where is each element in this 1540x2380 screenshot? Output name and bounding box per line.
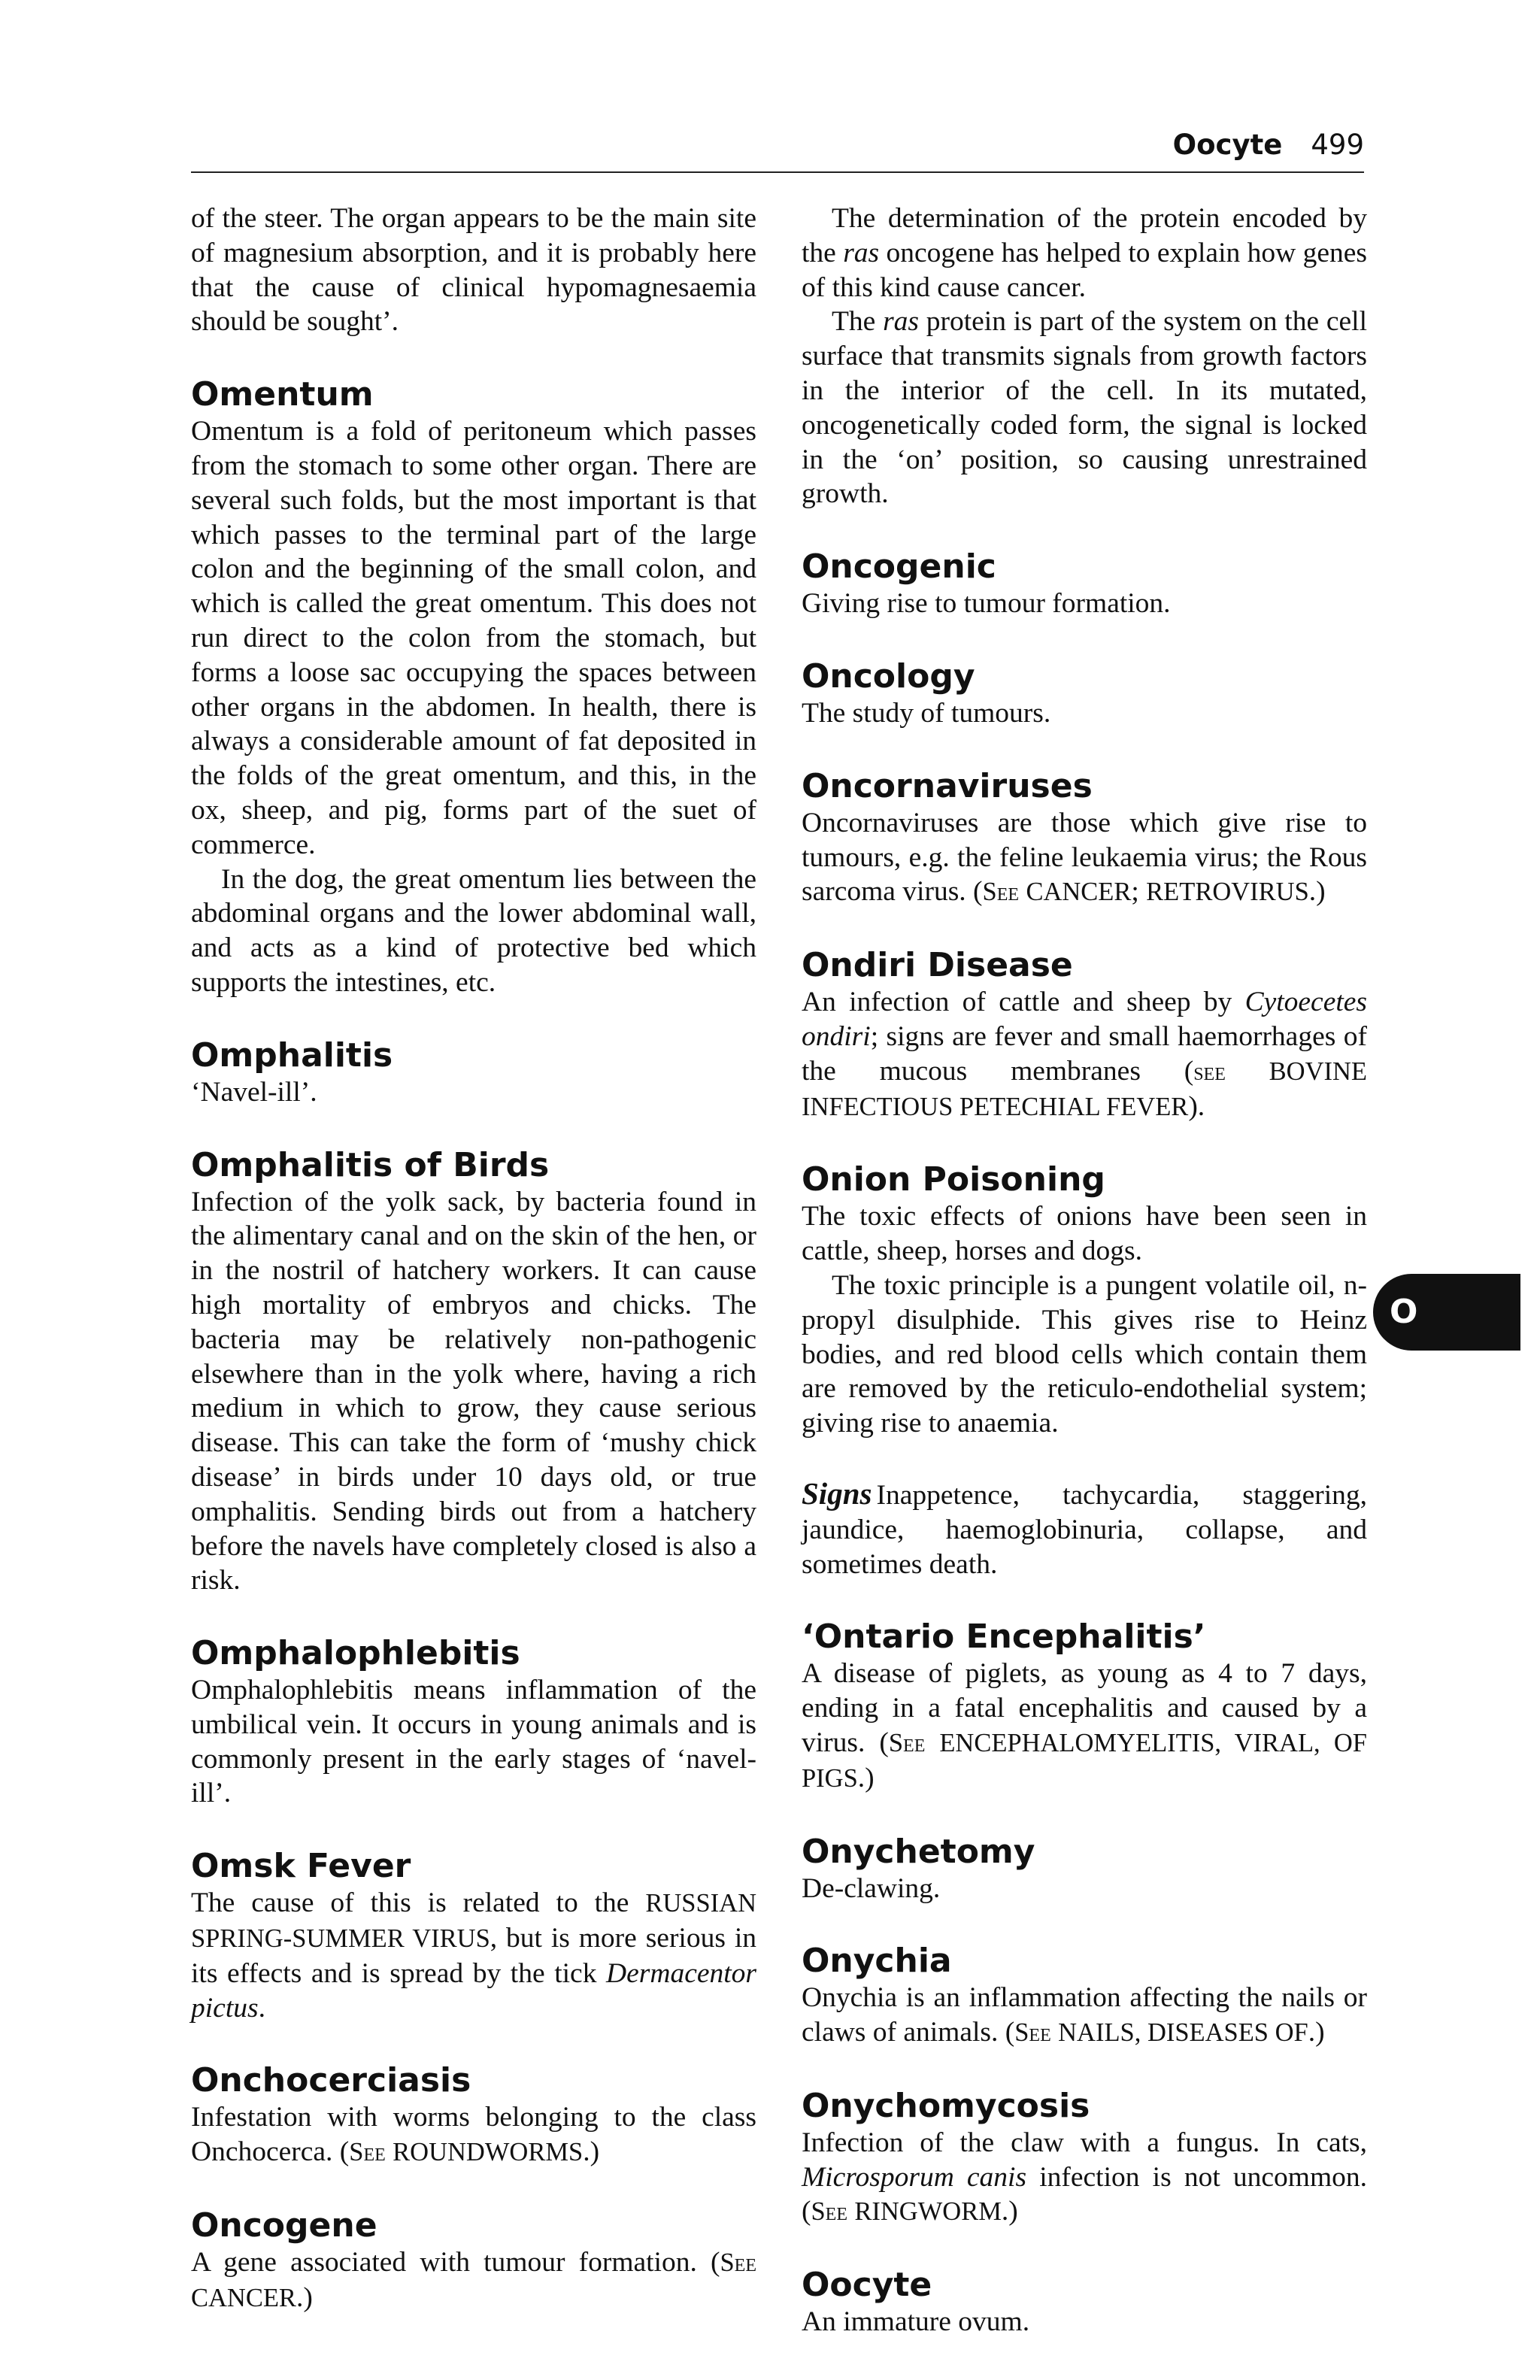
entry-text-oocyte: An immature ovum. — [802, 2306, 1030, 2338]
continued-text-ras-1 — [802, 202, 1367, 305]
entry-heading-onychia: Onychia — [802, 1942, 952, 1981]
entry-heading-omphalitis-birds: Omphalitis of Birds — [191, 1145, 550, 1184]
text-run: .) — [1308, 2017, 1325, 2048]
entry-text-omphalophlebitis: Omphalophlebitis means inflammation of the umbilical vein. It occurs in young animals and is commonly present in the early stages of ‘navel-ill’. — [191, 1675, 756, 1809]
continued-text: of the steer. The organ appears to be the main site of magnesium absorption, and it is probably here that the cause of clinical hypomagnesaemia should be sought’. — [191, 203, 756, 338]
text-run: Onychia is an inflammation affecting the nails or claws of animals. ( — [802, 1982, 1367, 2048]
species-name: Dermacentor pictus — [191, 1957, 756, 2024]
running-head-word: Oocyte — [1172, 129, 1283, 161]
text-run: .) — [857, 1762, 875, 1793]
entry-text-omsk-fever — [191, 1886, 756, 2025]
text-run: The determination of the protein encoded by the — [802, 203, 1367, 268]
left-column — [191, 202, 756, 2316]
cross-reference-link[interactable]: RUSSIAN SPRING-SUMMER VIRUS — [191, 1889, 756, 1954]
entry-heading-omphalophlebitis: Omphalophlebitis — [191, 1634, 520, 1673]
entry-heading-oncology: Oncology — [802, 656, 975, 696]
entry-text-signs — [802, 1477, 1367, 1581]
text-run: A gene associated with tumour formation. ( — [191, 2247, 720, 2278]
entry-heading-onychomycosis: Onychomycosis — [802, 2086, 1090, 2125]
entry-heading-onychetomy: Onychetomy — [802, 1832, 1035, 1871]
entry-heading-omentum: Omentum — [191, 375, 374, 414]
text-run: Inappetence, tachycardia, staggering, jaundice, haemoglobinuria, collapse, and sometimes death. — [802, 1479, 1367, 1580]
text-run: infection is not uncommon. ( — [802, 2161, 1367, 2227]
text-run: protein is part of the system on the cell surface that transmits signals from growth factors in the interior of the cell. In its mutated, oncogenetically coded form, the signal is locked in the ‘on’ position, so causing unrestrained growth. — [802, 306, 1367, 510]
cross-reference-link[interactable]: CANCER — [191, 2283, 296, 2312]
text-run: ; signs are fever and small haemorrhages of the mucous membranes ( — [802, 1020, 1367, 1087]
entry-heading-ondiri-disease: Ondiri Disease — [802, 946, 1073, 985]
entry-text-onychia — [802, 1981, 1367, 2051]
entry-text-omphalitis-birds: Infection of the yolk sack, by bacteria found in the alimentary canal and on the skin of the hen, or in the nostril of hatchery workers. It can cause high mortality of embryos and chicks. The bacteria may be relatively non-pathogenic elsewhere than in the yolk where, having a rich medium in which to grow, they cause serious disease. This can take the form of ‘mushy chick disease’ in birds under 10 days old, or true omphalitis. Sending birds out from a hatchery before the navels have completely closed is also a risk. — [191, 1186, 756, 1596]
entry-text-onion-poisoning-2: The toxic principle is a pungent volatile oil, n-propyl disulphide. This gives rise to Heinz bodies, and red blood cells which contain them are removed by the reticulo-endothelial system; giving rise to anaemia. — [802, 1269, 1367, 1439]
gene-name: ras — [883, 306, 919, 338]
cross-reference-link[interactable]: RINGWORM — [854, 2197, 1002, 2227]
page-number: 499 — [1311, 129, 1364, 161]
cross-reference-link[interactable]: BOVINE INFECTIOUS PETECHIAL FEVER — [802, 1057, 1367, 1121]
entry-heading-onion-poisoning: Onion Poisoning — [802, 1160, 1105, 1199]
see-label: See — [349, 2138, 386, 2167]
entry-text-onchocerciasis — [191, 2100, 756, 2170]
see-label: See — [811, 2197, 848, 2227]
see-label: See — [720, 2248, 756, 2278]
section-thumb-tab — [1373, 1274, 1520, 1351]
cross-reference-link[interactable]: NAILS, DISEASES OF — [1058, 2018, 1308, 2048]
entry-text-oncogene — [191, 2245, 756, 2316]
section-letter: O — [1390, 1293, 1418, 1331]
text-run: Infection of the claw with a fungus. In cats, — [802, 2127, 1367, 2158]
species-name: Microsporum canis — [802, 2161, 1027, 2193]
signs-subheading: Signs — [802, 1475, 872, 1511]
text-run: oncogene has helped to explain how genes of this kind cause cancer. — [802, 237, 1367, 303]
gene-name: ras — [843, 237, 880, 268]
see-label: See — [982, 878, 1020, 907]
entry-text-onychetomy: De-clawing. — [802, 1872, 941, 1904]
entry-heading-ontario-encephalitis: ‘Ontario Encephalitis’ — [802, 1617, 1206, 1657]
entry-text-omphalitis: ‘Navel-ill’. — [191, 1076, 317, 1108]
text-run: , but is more serious in its effects and is spread by the tick — [191, 1923, 756, 1989]
entry-heading-onchocerciasis: Onchocerciasis — [191, 2061, 471, 2100]
see-label: See — [888, 1728, 926, 1757]
text-run: The — [832, 306, 884, 338]
running-header — [191, 126, 1364, 173]
entry-text-onychomycosis — [802, 2126, 1367, 2230]
text-run: ; — [1131, 876, 1147, 908]
text-run: . — [258, 1992, 265, 2024]
text-run: An infection of cattle and sheep by — [802, 987, 1245, 1018]
text-run: A disease of piglets, as young as 4 to 7 days, ending in a fatal encephalitis and caused by a virus. ( — [802, 1658, 1367, 1758]
see-label: See — [1014, 2018, 1051, 2048]
cross-reference-link[interactable]: ROUNDWORMS — [393, 2138, 584, 2167]
entry-heading-omphalitis: Omphalitis — [191, 1035, 393, 1075]
text-run: Oncornaviruses are those which give rise to tumours, e.g. the feline leukaemia virus; the Rous sarcoma virus. ( — [802, 807, 1367, 908]
see-label: see — [1193, 1057, 1226, 1086]
species-name: Cytoecetes ondiri — [802, 987, 1367, 1052]
entry-text-ondiri-disease — [802, 985, 1367, 1124]
continued-text-ras-2 — [802, 305, 1367, 511]
entry-heading-oncogene: Oncogene — [191, 2206, 377, 2245]
text-run: ). — [1188, 1090, 1205, 1122]
entry-heading-omsk-fever: Omsk Fever — [191, 1847, 411, 1886]
entry-heading-oocyte: Oocyte — [802, 2266, 932, 2305]
entry-text-onion-poisoning: The toxic effects of onions have been seen in cattle, sheep, horses and dogs. — [802, 1201, 1367, 1267]
entry-text-ontario-encephalitis — [802, 1657, 1367, 1796]
cross-reference-link[interactable]: RETROVIRUS — [1146, 878, 1309, 907]
entry-text-oncology: The study of tumours. — [802, 697, 1051, 729]
text-run: The cause of this is related to the — [191, 1887, 646, 1919]
entry-text-oncogenic: Giving rise to tumour formation. — [802, 588, 1171, 620]
text-run: .) — [296, 2281, 313, 2313]
text-run: .) — [1308, 876, 1326, 908]
cross-reference-link[interactable]: ENCEPHALOMYELITIS, VIRAL, OF PIGS — [802, 1728, 1367, 1793]
entry-heading-oncogenic: Oncogenic — [802, 547, 996, 587]
right-column — [802, 202, 1367, 2339]
cross-reference-link[interactable]: CANCER — [1026, 878, 1132, 907]
text-run: .) — [1001, 2196, 1018, 2227]
entry-heading-oncornaviruses: Oncornaviruses — [802, 766, 1093, 805]
entry-text-omentum-2: In the dog, the great omentum lies between the abdominal organs and the lower abdominal wall, and acts as a kind of protective bed which supports the intestines, etc. — [191, 863, 756, 998]
text-run: Infestation with worms belonging to the class Onchocerca. ( — [191, 2102, 756, 2168]
entry-text-oncornaviruses — [802, 806, 1367, 910]
entry-text-omentum: Omentum is a fold of peritoneum which passes from the stomach to some other organ. There are several such folds, but the most important is that which passes to the terminal part of the large colon and the beginning of the small colon, and which is called the great omentum. This does not run direct to the colon from the stomach, but forms a loose sac occupying the spaces between other organs in the abdomen. In health, there is always a considerable amount of fat deposited in the folds of the great omentum, and this, in the ox, sheep, and pig, forms part of the suet of commerce. — [191, 416, 756, 860]
text-run: .) — [583, 2136, 600, 2168]
